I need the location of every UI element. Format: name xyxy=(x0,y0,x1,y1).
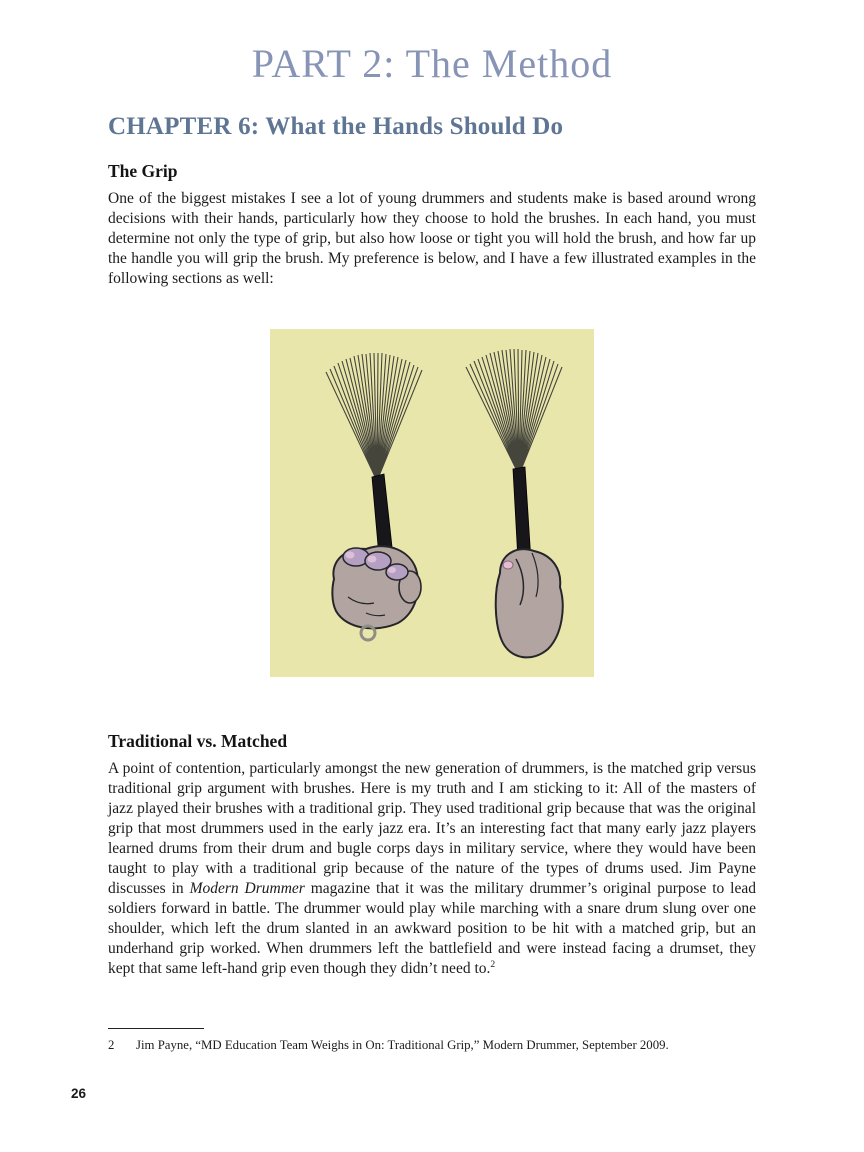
chapter-title: CHAPTER 6: What the Hands Should Do xyxy=(108,113,564,140)
footnote-rule xyxy=(108,1028,204,1029)
footnote-text: Jim Payne, “MD Education Team Weighs in On: Traditional Grip,” Modern Drummer, September 2009. xyxy=(136,1038,669,1052)
brush-grip-figure xyxy=(270,329,594,677)
right-hand-matched-grip xyxy=(496,549,563,657)
fingernail xyxy=(346,551,355,558)
fingernail xyxy=(388,567,396,573)
section-heading-traditional-vs-matched: Traditional vs. Matched xyxy=(108,730,288,751)
footnote-number: 2 xyxy=(108,1038,115,1052)
traditional-paragraph xyxy=(108,759,756,979)
part-title: PART 2: The Method xyxy=(251,41,613,86)
magazine-title: Modern Drummer xyxy=(189,879,305,897)
paragraph-text: magazine that it was the military drummer’s original purpose to lead soldiers forward in battle. The drummer would play while marching with a snare drum slung over one shoulder, which left the drum slanted in an awkward position to be hit with a matched grip, but an underhand grip worked. When drummers left the battlefield and were instead facing a drumset, they kept that same left-hand grip even though they didn’t need to. xyxy=(108,879,756,977)
footnote-reference: 2 xyxy=(490,958,496,970)
fingernail xyxy=(368,555,377,562)
footnote-block xyxy=(108,1028,756,1053)
paragraph-text: A point of contention, particularly amongst the new generation of drummers, is the matched grip versus traditional grip argument with brushes. Here is my truth and I am sticking to it: All of the masters of jazz played their brushes with a traditional grip. They used traditional grip because that was the original grip that most drummers used in the early jazz era. It’s an interesting fact that many early jazz players learned drums from their drum and bugle corps days in military service, where they would have been taught to play with a traditional grip because of the nature of the types of drums used. Jim Payne discusses in xyxy=(108,759,756,897)
page-number: 26 xyxy=(71,1086,87,1101)
thumbnail xyxy=(503,561,513,569)
grip-paragraph: One of the biggest mistakes I see a lot of young drummers and students make is based around wrong decisions with their hands, particularly how they choose to hold the brushes. In each hand, you must determine not only the type of grip, but also how loose or tight you will hold the brush, and how far up the handle you will grip the brush. My preference is below, and I have a few illustrated examples in the following sections as well: xyxy=(108,190,756,287)
section-heading-the-grip: The Grip xyxy=(108,161,178,181)
footnote-line xyxy=(108,1038,756,1053)
brush-grip-illustration xyxy=(270,329,594,677)
